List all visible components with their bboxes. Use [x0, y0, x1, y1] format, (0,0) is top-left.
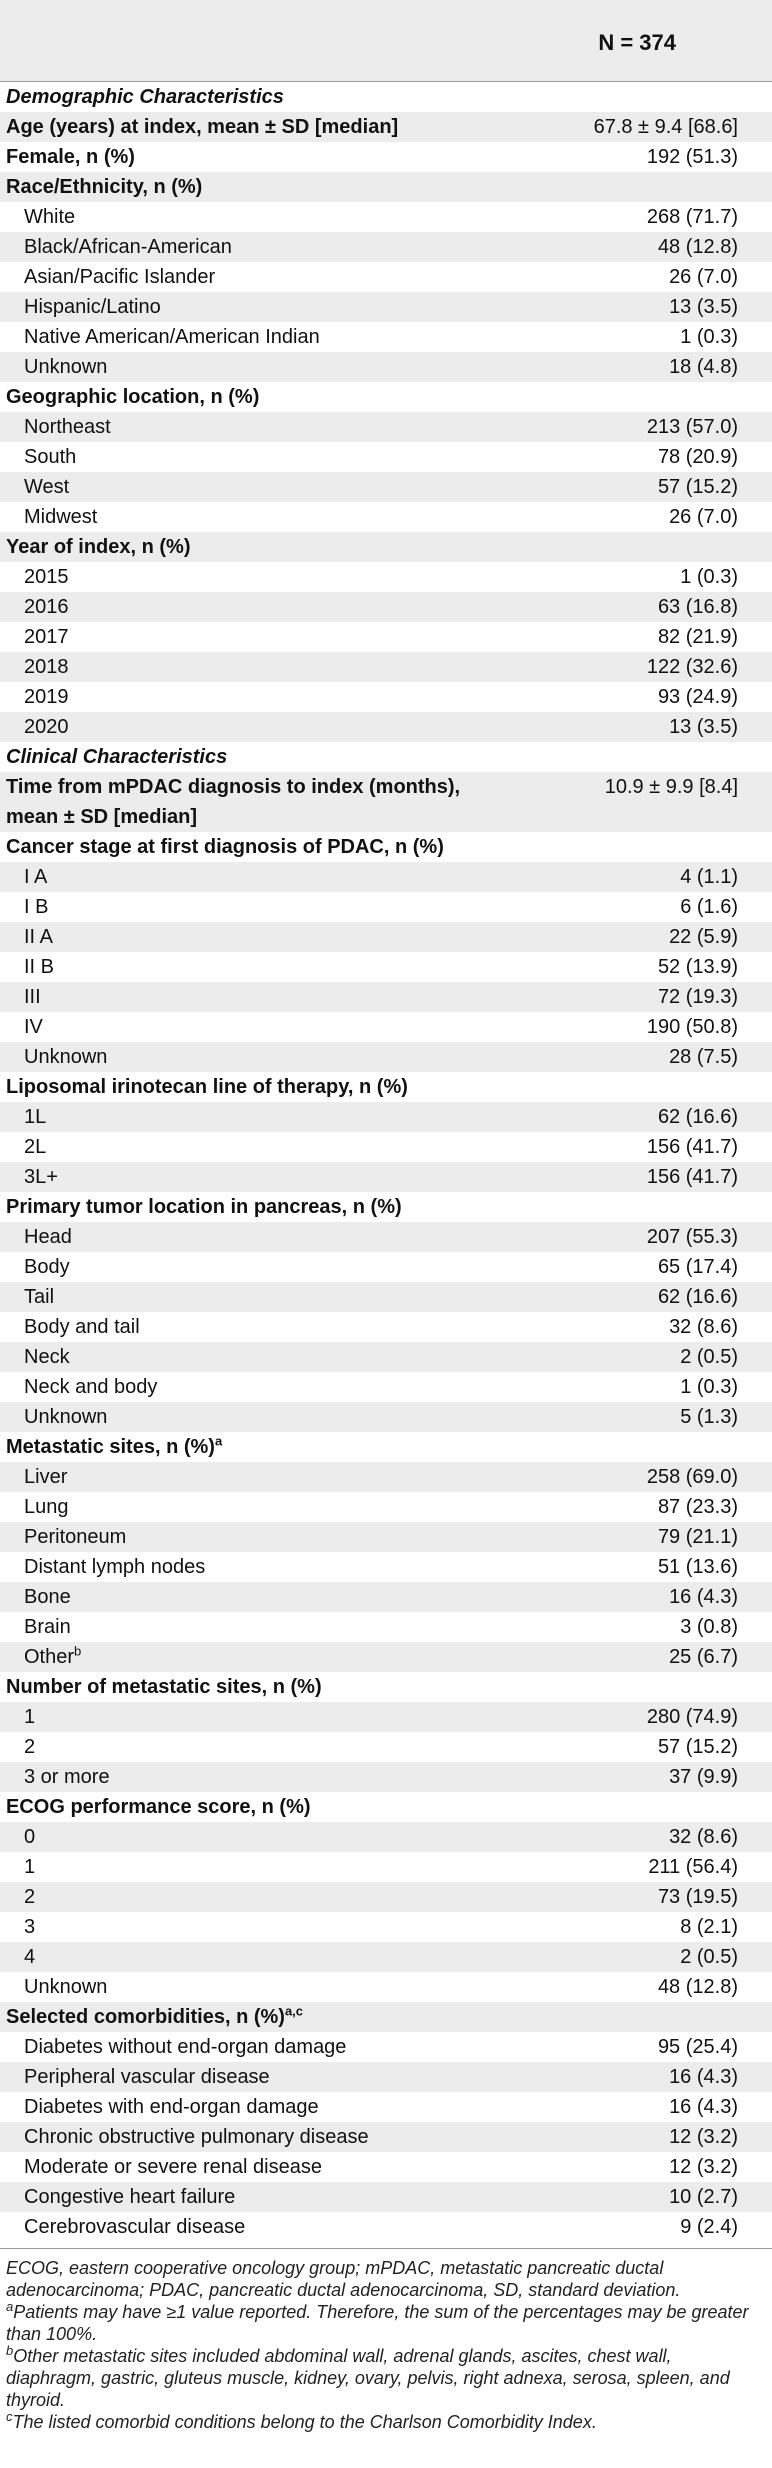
row-label	[0, 386, 438, 409]
row-label-text: Demographic Characteristics	[6, 85, 284, 108]
row-label-text: West	[24, 475, 70, 498]
row-label	[0, 146, 438, 169]
row-label	[0, 1466, 438, 1489]
row-value: 93 (24.9)	[657, 685, 738, 708]
category-row	[0, 772, 772, 832]
row-label	[0, 866, 438, 889]
row-label-text: 2015	[24, 565, 69, 588]
row-label	[0, 356, 438, 379]
row-label-text: Chronic obstructive pulmonary disease	[24, 2125, 369, 2148]
table-row	[0, 1102, 772, 1132]
category-row	[0, 142, 772, 172]
table-row	[0, 1912, 772, 1942]
table-row	[0, 1582, 772, 1612]
row-label	[0, 596, 438, 619]
row-value: 32 (8.6)	[669, 1315, 738, 1338]
row-label	[0, 1916, 438, 1939]
row-label	[0, 2126, 438, 2149]
row-label	[0, 1796, 438, 1819]
table-row	[0, 622, 772, 652]
category-row	[0, 1432, 772, 1462]
row-label-text: 2019	[24, 685, 69, 708]
table-row	[0, 1702, 772, 1732]
row-value: 1 (0.3)	[680, 565, 738, 588]
table-row	[0, 2062, 772, 2092]
row-label-text: Northeast	[24, 415, 111, 438]
table-row	[0, 232, 772, 262]
footnote-b-text: Other metastatic sites included abdominal wall, adrenal glands, ascites, chest wall, diaphragm, gastric, gluteus muscle, kidney, ovary, pelvis, right adnexa, serosa, spleen, and thyroid.	[6, 2346, 730, 2410]
row-value: 122 (32.6)	[646, 655, 738, 678]
table-row	[0, 1852, 772, 1882]
table-row	[0, 562, 772, 592]
row-value: 73 (19.5)	[657, 1885, 738, 1908]
row-label	[0, 236, 438, 259]
row-label	[0, 2186, 438, 2209]
footnote-b	[6, 2345, 766, 2411]
table-row	[0, 1732, 772, 1762]
row-label	[0, 716, 438, 739]
row-label	[0, 326, 438, 349]
row-label-text: III	[24, 985, 41, 1008]
row-label	[0, 1946, 438, 1969]
row-value: 65 (17.4)	[657, 1255, 738, 1278]
row-label	[0, 1076, 438, 1099]
row-label-text: Diabetes with end-organ damage	[24, 2095, 319, 2118]
table-row	[0, 2212, 772, 2242]
section-heading-row	[0, 742, 772, 772]
section-heading-row	[0, 82, 772, 112]
row-label	[0, 476, 438, 499]
row-label	[0, 1886, 438, 1909]
row-value: 4 (1.1)	[680, 865, 738, 888]
category-row	[0, 382, 772, 412]
row-label	[0, 1496, 438, 1519]
row-label	[0, 1256, 438, 1279]
row-value: 12 (3.2)	[669, 2155, 738, 2178]
row-label	[0, 1046, 438, 1069]
table-row	[0, 952, 772, 982]
row-label-text: Tail	[24, 1285, 55, 1308]
table-row	[0, 322, 772, 352]
row-label	[0, 1432, 438, 1459]
table-row	[0, 1762, 772, 1792]
row-label-text: I B	[24, 895, 49, 918]
table-row	[0, 1522, 772, 1552]
table-row	[0, 982, 772, 1012]
table-row	[0, 1372, 772, 1402]
row-value: 72 (19.3)	[657, 985, 738, 1008]
table-row	[0, 652, 772, 682]
row-label	[0, 986, 438, 1009]
row-value: 10.9 ± 9.9 [8.4]	[604, 776, 738, 798]
row-value: 79 (21.1)	[657, 1525, 738, 1548]
row-label-text: Diabetes without end-organ damage	[24, 2035, 347, 2058]
row-value: 190 (50.8)	[646, 1015, 738, 1038]
row-label-text: Peritoneum	[24, 1525, 127, 1548]
row-label	[0, 116, 438, 139]
row-label	[0, 536, 438, 559]
row-label	[0, 836, 444, 859]
row-label-text: Lung	[24, 1495, 69, 1518]
table-row	[0, 2032, 772, 2062]
table-row	[0, 1552, 772, 1582]
row-value: 52 (13.9)	[657, 955, 738, 978]
row-label	[0, 1586, 438, 1609]
row-label	[0, 1736, 438, 1759]
row-label	[0, 926, 438, 949]
row-label-text: Cancer stage at first diagnosis of PDAC, n (%)	[6, 835, 444, 858]
row-value: 13 (3.5)	[669, 295, 738, 318]
row-label-text: Geographic location, n (%)	[6, 385, 260, 408]
row-label-text: 2016	[24, 595, 69, 618]
row-label	[0, 446, 438, 469]
row-label-text: Race/Ethnicity, n (%)	[6, 175, 203, 198]
row-value: 26 (7.0)	[669, 505, 738, 528]
row-label	[0, 2216, 438, 2239]
category-row	[0, 1672, 772, 1702]
row-label	[0, 266, 438, 289]
category-row	[0, 532, 772, 562]
table-body	[0, 82, 772, 2242]
row-value: 95 (25.4)	[657, 2035, 738, 2058]
table-row	[0, 1402, 772, 1432]
row-label-text: Midwest	[24, 505, 98, 528]
footnote-c-marker: c	[6, 2409, 13, 2424]
row-value: 48 (12.8)	[657, 235, 738, 258]
row-value: 16 (4.3)	[669, 2065, 738, 2088]
row-value: 26 (7.0)	[669, 265, 738, 288]
row-value: 18 (4.8)	[669, 355, 738, 378]
table-row	[0, 1012, 772, 1042]
table-row	[0, 592, 772, 622]
row-value: 207 (55.3)	[646, 1225, 738, 1248]
row-label	[0, 1226, 438, 1249]
row-label-text: Time from mPDAC diagnosis to index (months),	[6, 776, 461, 798]
table-row	[0, 922, 772, 952]
row-value: 62 (16.6)	[657, 1105, 738, 1128]
table-row	[0, 712, 772, 742]
row-label-text: Body	[24, 1255, 70, 1278]
table-row	[0, 1492, 772, 1522]
table-row	[0, 352, 772, 382]
row-label	[0, 1376, 438, 1399]
row-value: 10 (2.7)	[669, 2185, 738, 2208]
row-value: 32 (8.6)	[669, 1825, 738, 1848]
row-value: 1 (0.3)	[680, 325, 738, 348]
table-row	[0, 892, 772, 922]
row-value: 268 (71.7)	[646, 205, 738, 228]
footnote-b-marker: b	[6, 2343, 14, 2358]
row-value: 63 (16.8)	[657, 595, 738, 618]
row-label	[0, 1286, 438, 1309]
row-label-text: Head	[24, 1225, 72, 1248]
row-label	[0, 1406, 438, 1429]
footnote-marker: a,c	[284, 2002, 304, 2018]
row-value: 28 (7.5)	[669, 1045, 738, 1068]
row-value: 9 (2.4)	[680, 2215, 738, 2238]
row-value: 62 (16.6)	[657, 1285, 738, 1308]
row-label-text: Congestive heart failure	[24, 2185, 236, 2208]
row-label-text: 1	[24, 1705, 36, 1728]
row-value: 2 (0.5)	[680, 1345, 738, 1368]
footnote-marker: a	[214, 1432, 223, 1448]
row-label	[0, 896, 438, 919]
table-row	[0, 1972, 772, 2002]
table-row	[0, 1282, 772, 1312]
row-label	[0, 176, 438, 199]
row-label-text: Asian/Pacific Islander	[24, 265, 216, 288]
table-row	[0, 502, 772, 532]
row-label-text: 2	[24, 1885, 36, 1908]
footnote-a-text: Patients may have ≥1 value reported. Therefore, the sum of the percentages may be greater than 100%.	[6, 2302, 749, 2344]
abbreviations-note: ECOG, eastern cooperative oncology group; mPDAC, metastatic pancreatic ductal adenocarcinoma; PDAC, pancreatic ductal adenocarcinoma, SD, standard deviation.	[6, 2258, 681, 2300]
row-value: 213 (57.0)	[646, 415, 738, 438]
row-label-text: II A	[24, 925, 53, 948]
row-label-text: Unknown	[24, 1405, 108, 1428]
row-label-text: Peripheral vascular disease	[24, 2065, 270, 2088]
row-label	[0, 686, 438, 709]
category-row	[0, 1192, 772, 1222]
row-value: 51 (13.6)	[657, 1555, 738, 1578]
row-label-text: Brain	[24, 1615, 71, 1638]
table-row	[0, 2182, 772, 2212]
row-label	[0, 1856, 438, 1879]
row-label	[0, 1616, 438, 1639]
row-label	[0, 1016, 438, 1039]
row-label	[0, 2156, 438, 2179]
table-row	[0, 202, 772, 232]
row-label	[0, 1316, 438, 1339]
category-row	[0, 1792, 772, 1822]
row-label-text: Bone	[24, 1585, 71, 1608]
row-label-text: Selected comorbidities, n (%)	[6, 2005, 285, 2028]
row-label-text: 2	[24, 1735, 36, 1758]
row-value: 16 (4.3)	[669, 1585, 738, 1608]
table-row	[0, 1462, 772, 1492]
table-footnotes	[0, 2248, 772, 2433]
row-label	[0, 1166, 438, 1189]
row-label-text: Primary tumor location in pancreas, n (%)	[6, 1195, 402, 1218]
row-value: 67.8 ± 9.4 [68.6]	[593, 115, 738, 138]
row-value: 192 (51.3)	[646, 145, 738, 168]
row-value: 1 (0.3)	[680, 1375, 738, 1398]
table-row	[0, 412, 772, 442]
row-label-text: Neck	[24, 1345, 70, 1368]
row-label-text: Native American/American Indian	[24, 325, 320, 348]
row-label	[0, 506, 438, 529]
row-label-text: IV	[24, 1015, 43, 1038]
row-value: 13 (3.5)	[669, 715, 738, 738]
row-label-text: Neck and body	[24, 1375, 158, 1398]
row-label	[0, 566, 438, 589]
row-label-text-line2: mean ± SD [median]	[6, 806, 198, 828]
row-value: 25 (6.7)	[669, 1645, 738, 1668]
table-row	[0, 2152, 772, 2182]
row-value: 57 (15.2)	[657, 1735, 738, 1758]
table-row	[0, 1162, 772, 1192]
row-label-text: Year of index, n (%)	[6, 535, 191, 558]
table-row	[0, 442, 772, 472]
table-row	[0, 262, 772, 292]
row-value: 8 (2.1)	[680, 1915, 738, 1938]
row-value: 48 (12.8)	[657, 1975, 738, 1998]
row-label-text: Unknown	[24, 355, 108, 378]
row-value: 37 (9.9)	[669, 1765, 738, 1788]
row-label-text: 2L	[24, 1135, 47, 1158]
row-label	[0, 416, 438, 439]
row-label-text: 2020	[24, 715, 69, 738]
row-label	[0, 1106, 438, 1129]
row-label-text: I A	[24, 865, 48, 888]
row-value: 16 (4.3)	[669, 2095, 738, 2118]
footnote-c-text: The listed comorbid conditions belong to the Charlson Comorbidity Index.	[12, 2412, 597, 2432]
table-row	[0, 1132, 772, 1162]
row-value: 22 (5.9)	[669, 925, 738, 948]
row-value: 156 (41.7)	[646, 1165, 738, 1188]
row-label	[0, 2036, 438, 2059]
row-label	[0, 86, 438, 109]
row-label-text: 3L+	[24, 1165, 58, 1188]
row-value: 6 (1.6)	[680, 895, 738, 918]
row-label	[0, 2096, 438, 2119]
row-value: 2 (0.5)	[680, 1945, 738, 1968]
row-label-text: White	[24, 205, 76, 228]
row-label-text: Body and tail	[24, 1315, 140, 1338]
row-label	[0, 206, 438, 229]
row-label-text: South	[24, 445, 77, 468]
row-label	[0, 2066, 438, 2089]
row-label	[0, 1676, 438, 1699]
row-value: 156 (41.7)	[646, 1135, 738, 1158]
row-label	[0, 1346, 438, 1369]
row-label	[0, 1766, 438, 1789]
row-value: 280 (74.9)	[646, 1705, 738, 1728]
footnote-marker: b	[74, 1642, 82, 1658]
row-label-text: 3	[24, 1915, 36, 1938]
row-value: 5 (1.3)	[680, 1405, 738, 1428]
row-label	[0, 1976, 438, 1999]
row-value: 82 (21.9)	[657, 625, 738, 648]
category-row	[0, 2002, 772, 2032]
row-label	[0, 656, 438, 679]
table-row	[0, 1042, 772, 1072]
row-value: 78 (20.9)	[657, 445, 738, 468]
table-row	[0, 1942, 772, 1972]
row-label-text: Unknown	[24, 1045, 108, 1068]
row-label	[0, 1136, 438, 1159]
row-value: 211 (56.4)	[648, 1855, 738, 1878]
row-label	[0, 956, 438, 979]
row-label	[0, 2002, 438, 2029]
row-label	[0, 1526, 438, 1549]
row-label-text: 1L	[24, 1105, 47, 1128]
table-row	[0, 1222, 772, 1252]
table-row	[0, 292, 772, 322]
table-row	[0, 1822, 772, 1852]
row-label-text: Liposomal irinotecan line of therapy, n (%)	[6, 1075, 408, 1098]
row-label-text: 3 or more	[24, 1765, 110, 1788]
row-label-text: Clinical Characteristics	[6, 745, 228, 768]
footnote-a	[6, 2301, 766, 2345]
row-label-text: 1	[24, 1855, 36, 1878]
table-row	[0, 1642, 772, 1672]
table-row	[0, 1342, 772, 1372]
row-label-text: 2018	[24, 655, 69, 678]
table-row	[0, 1252, 772, 1282]
row-label	[0, 746, 438, 769]
sample-size-label: N = 374	[598, 30, 676, 55]
row-label-text: Other	[24, 1645, 75, 1668]
row-label-text: Liver	[24, 1465, 68, 1488]
table-row	[0, 2092, 772, 2122]
row-label	[0, 1556, 438, 1579]
category-row	[0, 112, 772, 142]
row-label-text: Female, n (%)	[6, 145, 135, 168]
row-label	[0, 772, 460, 832]
row-label-text: Number of metastatic sites, n (%)	[6, 1675, 322, 1698]
category-row	[0, 1072, 772, 1102]
table-row	[0, 2122, 772, 2152]
row-label-text: Hispanic/Latino	[24, 295, 161, 318]
category-row	[0, 172, 772, 202]
footnote-c	[6, 2411, 766, 2433]
row-label-text: Metastatic sites, n (%)	[6, 1435, 215, 1458]
row-label-text: 4	[24, 1945, 36, 1968]
row-value: 3 (0.8)	[680, 1615, 738, 1638]
row-label-text: Moderate or severe renal disease	[24, 2155, 322, 2178]
row-label-text: Age (years) at index, mean ± SD [median]	[6, 115, 399, 138]
row-label	[0, 626, 438, 649]
row-label	[0, 1826, 438, 1849]
row-value: 258 (69.0)	[646, 1465, 738, 1488]
row-label	[0, 1196, 438, 1219]
row-label-text: Cerebrovascular disease	[24, 2215, 246, 2238]
row-label-text: ECOG performance score, n (%)	[6, 1795, 311, 1818]
row-value: 87 (23.3)	[657, 1495, 738, 1518]
footnote-a-marker: a	[6, 2299, 14, 2314]
category-row	[0, 832, 772, 862]
row-label-text: 0	[24, 1825, 36, 1848]
row-label-text: Distant lymph nodes	[24, 1555, 206, 1578]
row-label	[0, 296, 438, 319]
row-label-text: Unknown	[24, 1975, 108, 1998]
table-row	[0, 862, 772, 892]
table-row	[0, 472, 772, 502]
table-row	[0, 1612, 772, 1642]
table-row	[0, 1312, 772, 1342]
table-header	[0, 0, 772, 82]
table-row	[0, 682, 772, 712]
row-label-text: II B	[24, 955, 55, 978]
row-label-text: Black/African-American	[24, 235, 232, 258]
row-label	[0, 1706, 438, 1729]
row-label-text: 2017	[24, 625, 69, 648]
row-label	[0, 1642, 438, 1669]
row-value: 12 (3.2)	[669, 2125, 738, 2148]
row-value: 57 (15.2)	[657, 475, 738, 498]
table-row	[0, 1882, 772, 1912]
